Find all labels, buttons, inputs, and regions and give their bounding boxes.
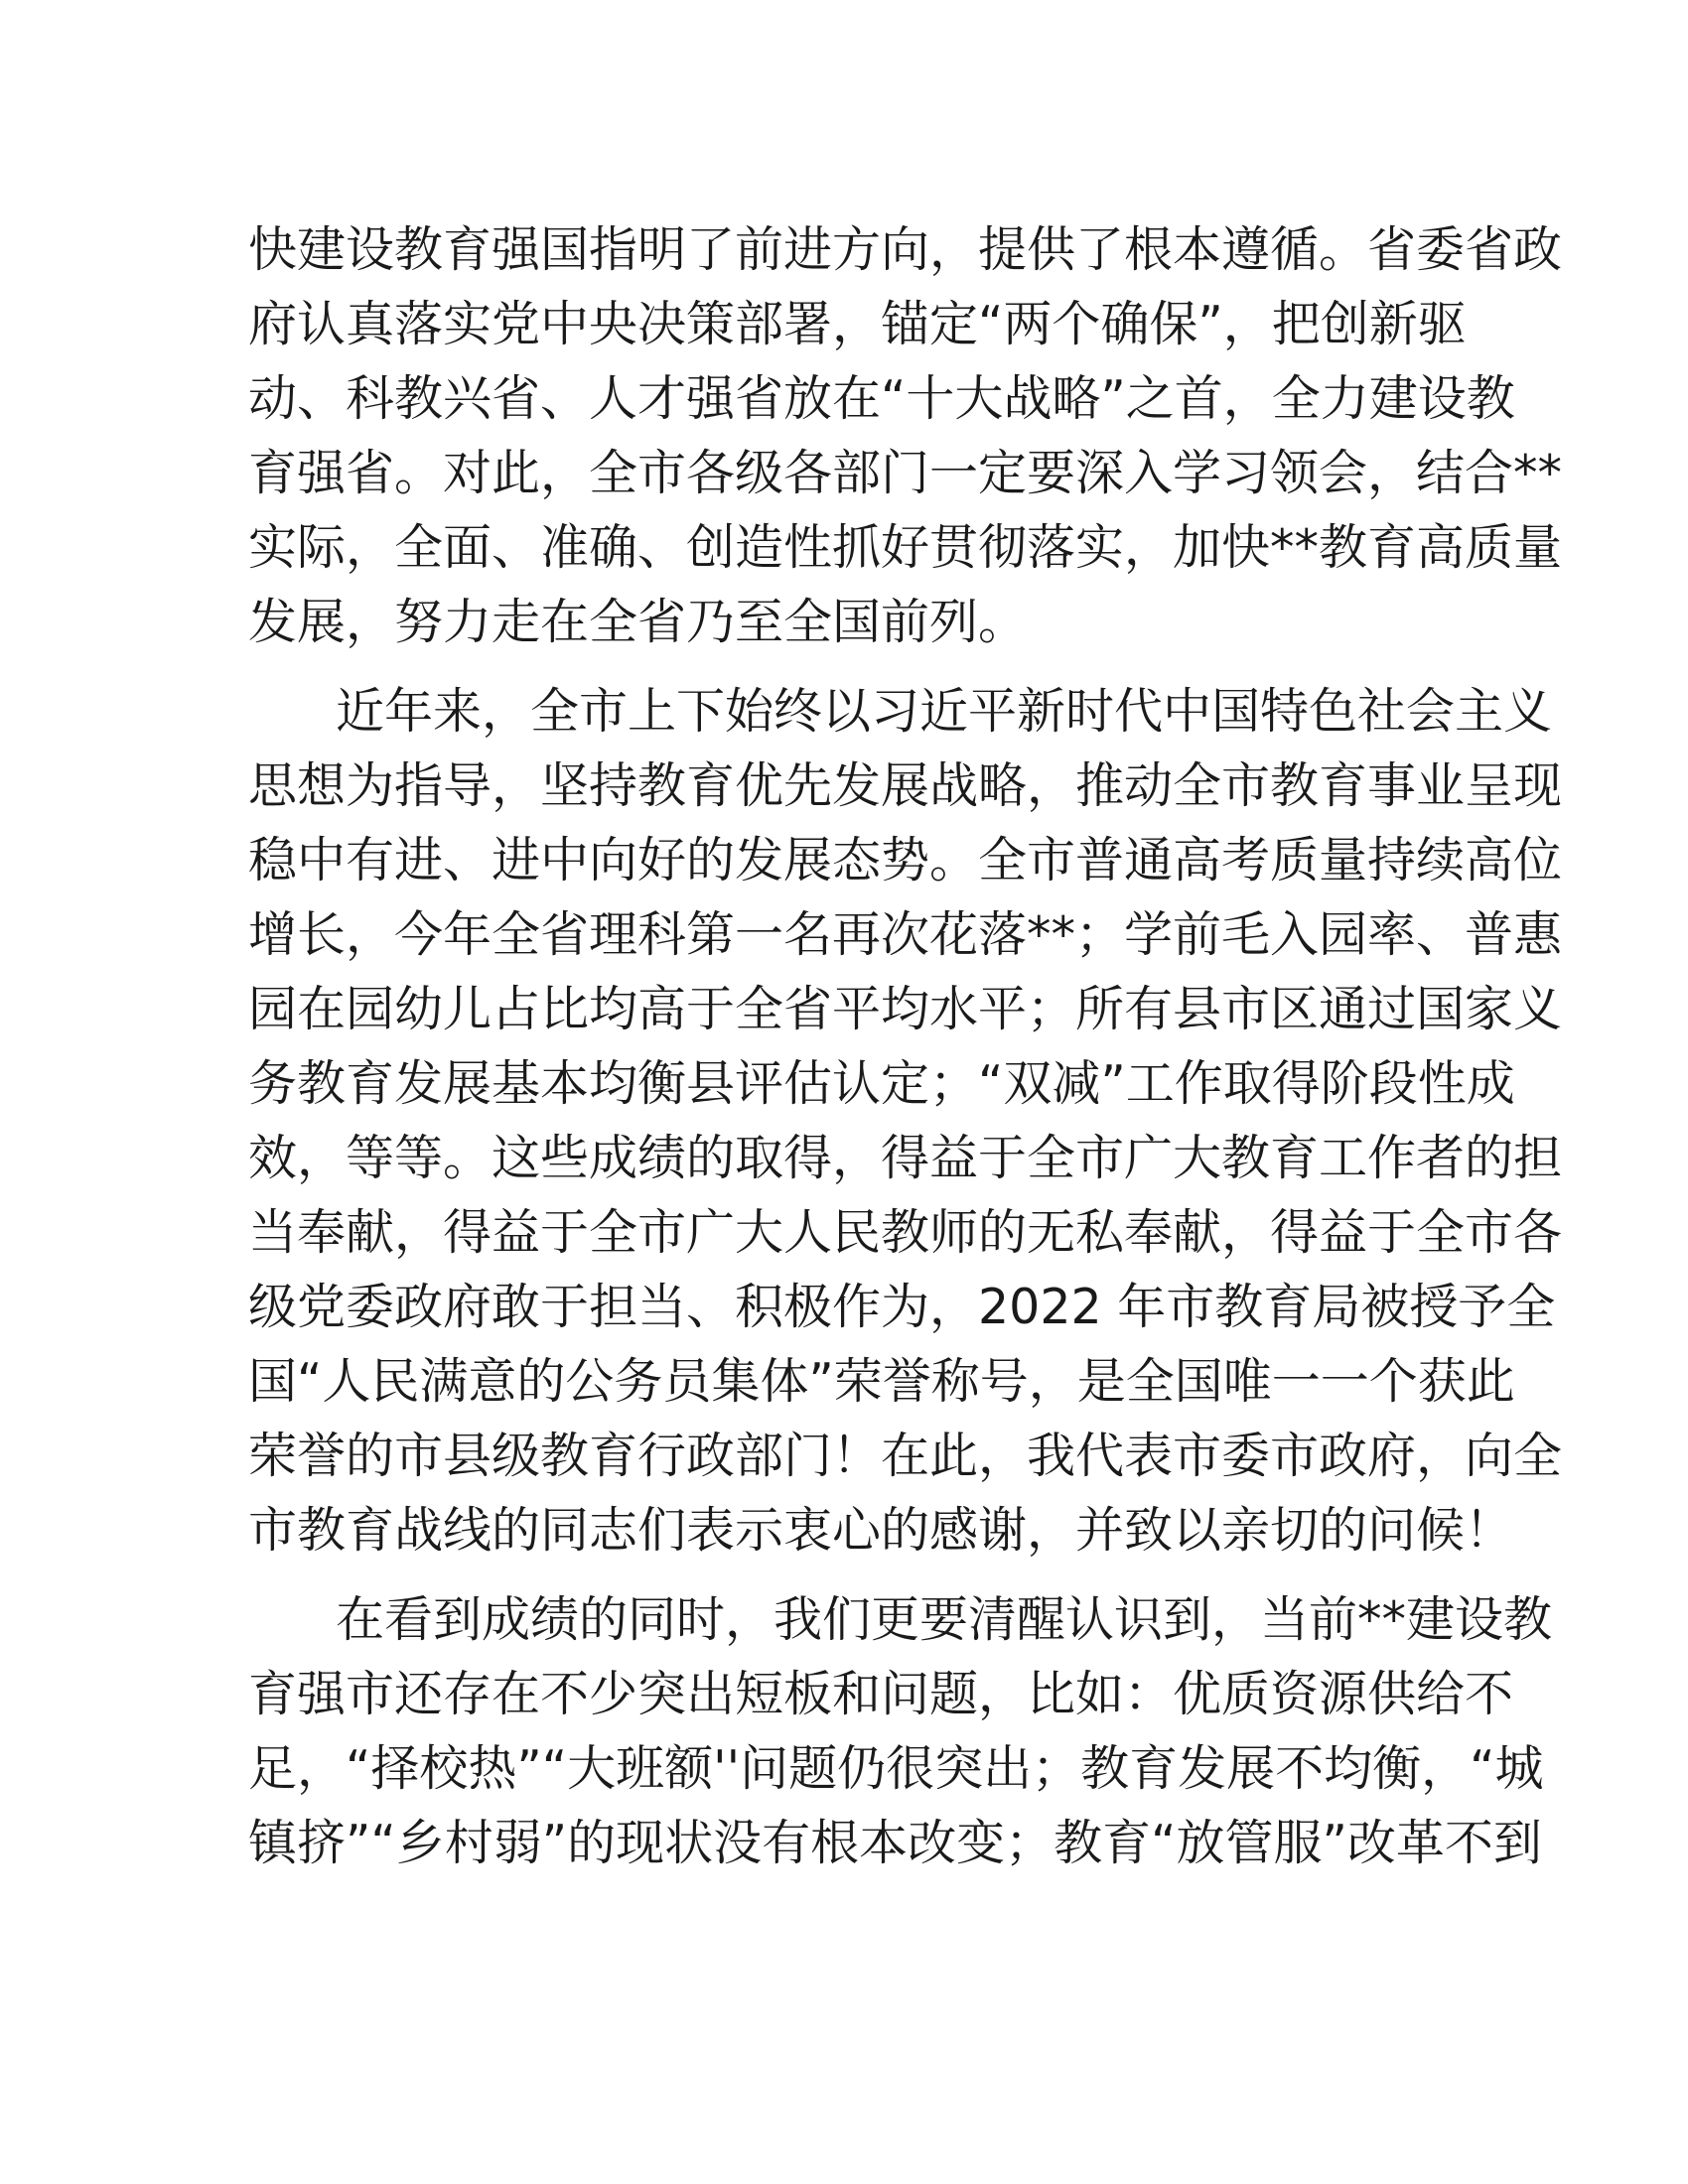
text-line: 思想为指导，坚持教育优先发展战略，推动全市教育事业呈现 — [248, 757, 1563, 814]
text-line: 育强市还存在不少突出短板和问题，比如：优质资源供给不 — [248, 1666, 1514, 1722]
text-line: 级党委政府敢于担当、积极作为，2022 年市教育局被授予全 — [248, 1279, 1556, 1335]
paragraph-spacer — [248, 659, 1440, 674]
text-line: 市教育战线的同志们表示衷心的感谢，并致以亲切的问候！ — [248, 1502, 1514, 1559]
text-line: 务教育发展基本均衡县评估认定；“双减”工作取得阶段性成 — [248, 1055, 1515, 1112]
paragraph-3 — [248, 1582, 1553, 1880]
text-line: 国“人民满意的公务员集体”荣誉称号，是全国唯一一个获此 — [248, 1353, 1515, 1410]
text-line: 府认真落实党中央决策部署，锚定“两个确保”，把创新驱 — [248, 296, 1467, 352]
text-line: 快建设教育强国指明了前进方向，提供了根本遵循。省委省政 — [248, 221, 1563, 278]
text-line: 效，等等。这些成绩的取得，得益于全市广大教育工作者的担 — [248, 1130, 1563, 1186]
text-line: 稳中有进、进中向好的发展态势。全市普通高考质量持续高位 — [248, 832, 1563, 888]
paragraph-2 — [248, 674, 1563, 1568]
text-line: 园在园幼儿占比均高于全省平均水平；所有县市区通过国家义 — [248, 981, 1563, 1037]
paragraph-1 — [248, 212, 1563, 659]
text-line: 增长，今年全省理科第一名再次花落**；学前毛入园率、普惠 — [248, 906, 1563, 963]
text-line: 当奉献，得益于全市广大人民教师的无私奉献，得益于全市各 — [248, 1204, 1563, 1261]
text-line: 镇挤”“乡村弱”的现状没有根本改变；教育“放管服”改革不到 — [248, 1815, 1542, 1871]
text-line: 近年来，全市上下始终以习近平新时代中国特色社会主义 — [336, 683, 1553, 740]
paragraph-spacer — [248, 1568, 1440, 1582]
text-line: 荣誉的市县级教育行政部门！在此，我代表市委市政府，向全 — [248, 1428, 1563, 1484]
body-text — [248, 212, 1563, 1880]
text-line: 育强省。对此，全市各级各部门一定要深入学习领会，结合** — [248, 445, 1563, 501]
text-line: 发展，努力走在全省乃至全国前列。 — [248, 594, 1028, 650]
text-line: 动、科教兴省、人才强省放在“十大战略”之首，全力建设教 — [248, 370, 1515, 427]
text-line: 在看到成绩的同时，我们更要清醒认识到，当前**建设教 — [336, 1591, 1553, 1648]
text-line: 实际，全面、准确、创造性抓好贯彻落实，加快**教育高质量 — [248, 519, 1563, 576]
text-line: 足，“择校热”“大班额''问题仍很突出；教育发展不均衡，“城 — [248, 1740, 1544, 1797]
